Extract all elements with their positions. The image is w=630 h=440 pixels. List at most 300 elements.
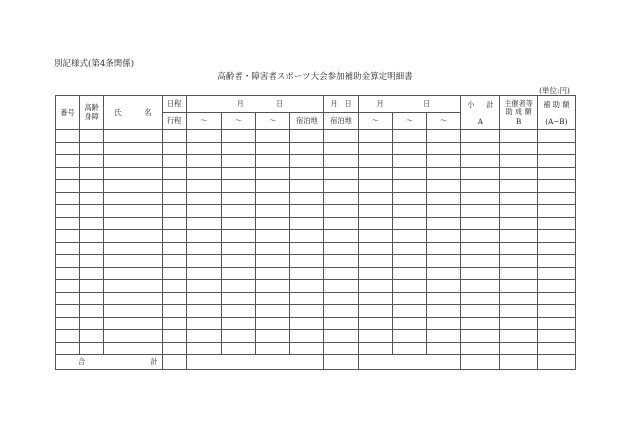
table-cell[interactable] [256,292,290,305]
total-cell[interactable] [162,355,186,370]
table-cell[interactable] [358,280,392,293]
table-cell[interactable] [56,192,80,205]
table-cell[interactable] [186,180,221,193]
table-cell[interactable] [104,167,162,180]
table-cell[interactable] [186,342,221,355]
table-cell[interactable] [104,192,162,205]
table-cell[interactable] [256,130,290,143]
table-cell[interactable] [358,267,392,280]
table-cell[interactable] [290,217,324,230]
table-cell[interactable] [537,217,575,230]
table-cell[interactable] [162,305,186,318]
table-cell[interactable] [256,205,290,218]
table-cell[interactable] [221,292,255,305]
total-subsidy-cell[interactable] [537,355,575,370]
table-cell[interactable] [104,292,162,305]
table-cell[interactable] [427,305,461,318]
table-cell[interactable] [537,167,575,180]
table-cell[interactable] [427,342,461,355]
table-cell[interactable] [324,230,358,243]
table-cell[interactable] [186,242,221,255]
table-cell[interactable] [80,267,104,280]
table-cell[interactable] [256,155,290,168]
table-cell[interactable] [290,192,324,205]
table-cell[interactable] [104,255,162,268]
table-cell[interactable] [80,242,104,255]
table-cell[interactable] [461,255,500,268]
table-cell[interactable] [358,192,392,205]
table-cell[interactable] [324,142,358,155]
table-cell[interactable] [461,230,500,243]
total-subtotal-cell[interactable] [461,355,500,370]
table-cell[interactable] [392,305,426,318]
table-cell[interactable] [461,305,500,318]
table-cell[interactable] [392,267,426,280]
table-cell[interactable] [162,192,186,205]
table-cell[interactable] [186,255,221,268]
table-cell[interactable] [80,130,104,143]
table-cell[interactable] [290,180,324,193]
table-cell[interactable] [324,130,358,143]
table-cell[interactable] [358,342,392,355]
table-cell[interactable] [392,142,426,155]
table-cell[interactable] [537,255,575,268]
table-cell[interactable] [500,180,537,193]
table-cell[interactable] [427,180,461,193]
table-cell[interactable] [461,130,500,143]
table-cell[interactable] [290,230,324,243]
table-cell[interactable] [162,167,186,180]
table-cell[interactable] [290,167,324,180]
table-cell[interactable] [461,330,500,343]
table-cell[interactable] [56,155,80,168]
table-cell[interactable] [358,205,392,218]
table-cell[interactable] [358,167,392,180]
table-cell[interactable] [461,167,500,180]
table-cell[interactable] [186,317,221,330]
header-elderly-disabled: 高齢 身障 [80,96,104,130]
table-cell[interactable] [104,180,162,193]
table-cell[interactable] [104,230,162,243]
table-cell[interactable] [427,155,461,168]
table-cell[interactable] [358,242,392,255]
table-cell[interactable] [256,342,290,355]
table-row [56,142,576,155]
table-cell[interactable] [186,130,221,143]
table-cell[interactable] [80,205,104,218]
table-cell[interactable] [104,330,162,343]
table-cell[interactable] [162,217,186,230]
table-cell[interactable] [290,317,324,330]
table-cell[interactable] [427,280,461,293]
table-cell[interactable] [500,192,537,205]
table-cell[interactable] [56,255,80,268]
table-cell[interactable] [290,130,324,143]
table-cell[interactable] [324,305,358,318]
table-cell[interactable] [56,205,80,218]
table-cell[interactable] [104,342,162,355]
table-cell[interactable] [186,280,221,293]
table-cell[interactable] [104,305,162,318]
table-cell[interactable] [324,330,358,343]
table-cell[interactable] [221,342,255,355]
table-cell[interactable] [500,305,537,318]
table-cell[interactable] [358,142,392,155]
table-cell[interactable] [500,205,537,218]
table-cell[interactable] [256,217,290,230]
table-cell[interactable] [392,280,426,293]
table-cell[interactable] [162,230,186,243]
table-cell[interactable] [80,180,104,193]
table-cell[interactable] [500,330,537,343]
table-cell[interactable] [392,217,426,230]
table-cell[interactable] [392,292,426,305]
table-cell[interactable] [56,267,80,280]
total-label: 合 計 [56,355,163,370]
table-cell[interactable] [537,230,575,243]
table-cell[interactable] [290,155,324,168]
table-cell[interactable] [537,192,575,205]
table-cell[interactable] [537,205,575,218]
table-cell[interactable] [104,317,162,330]
table-cell[interactable] [256,330,290,343]
table-cell[interactable] [324,317,358,330]
table-row [56,167,576,180]
table-cell[interactable] [324,155,358,168]
table-cell[interactable] [392,342,426,355]
table-cell[interactable] [324,292,358,305]
table-cell[interactable] [80,167,104,180]
table-cell[interactable] [290,280,324,293]
table-cell[interactable] [427,292,461,305]
table-cell[interactable] [290,142,324,155]
table-cell[interactable] [186,267,221,280]
table-cell[interactable] [256,142,290,155]
table-row [56,280,576,293]
table-cell[interactable] [221,167,255,180]
table-cell[interactable] [461,142,500,155]
table-cell[interactable] [186,217,221,230]
table-cell[interactable] [56,130,80,143]
table-cell[interactable] [80,292,104,305]
table-cell[interactable] [104,142,162,155]
table-cell[interactable] [500,317,537,330]
table-cell[interactable] [461,280,500,293]
table-cell[interactable] [256,230,290,243]
table-cell[interactable] [221,330,255,343]
table-cell[interactable] [427,255,461,268]
table-cell[interactable] [256,167,290,180]
table-cell[interactable] [186,142,221,155]
table-cell[interactable] [500,255,537,268]
table-cell[interactable] [324,192,358,205]
table-cell[interactable] [358,217,392,230]
table-cell[interactable] [56,217,80,230]
table-row [56,342,576,355]
table-cell[interactable] [56,330,80,343]
table-cell[interactable] [221,230,255,243]
table-row [56,230,576,243]
table-cell[interactable] [162,280,186,293]
table-cell[interactable] [56,180,80,193]
table-cell[interactable] [427,205,461,218]
table-cell[interactable] [221,217,255,230]
table-cell[interactable] [290,242,324,255]
table-cell[interactable] [392,230,426,243]
table-cell[interactable] [392,317,426,330]
table-cell[interactable] [358,130,392,143]
table-cell[interactable] [537,142,575,155]
header-lodging: 宿泊地 [290,113,324,130]
table-cell[interactable] [256,317,290,330]
table-cell[interactable] [461,342,500,355]
table-cell[interactable] [358,180,392,193]
table-cell[interactable] [427,230,461,243]
total-cell[interactable] [324,355,358,370]
table-cell[interactable] [80,317,104,330]
table-cell[interactable] [221,180,255,193]
table-cell[interactable] [392,255,426,268]
table-cell[interactable] [500,242,537,255]
table-cell[interactable] [256,242,290,255]
table-cell[interactable] [80,330,104,343]
table-cell[interactable] [358,155,392,168]
table-cell[interactable] [186,155,221,168]
table-cell[interactable] [56,280,80,293]
table-cell[interactable] [290,205,324,218]
table-cell[interactable] [104,217,162,230]
table-cell[interactable] [537,330,575,343]
table-cell[interactable] [256,255,290,268]
table-cell[interactable] [56,292,80,305]
table-cell[interactable] [162,267,186,280]
table-cell[interactable] [221,255,255,268]
table-cell[interactable] [427,167,461,180]
table-cell[interactable] [461,192,500,205]
table-cell[interactable] [104,130,162,143]
table-cell[interactable] [221,192,255,205]
table-cell[interactable] [56,167,80,180]
table-cell[interactable] [256,267,290,280]
table-cell[interactable] [221,317,255,330]
table-cell[interactable] [427,192,461,205]
table-cell[interactable] [537,342,575,355]
table-cell[interactable] [500,155,537,168]
header-lodging: 宿泊地 [324,113,358,130]
table-cell[interactable] [427,330,461,343]
table-cell[interactable] [186,330,221,343]
table-cell[interactable] [461,242,500,255]
total-cell[interactable] [186,355,324,370]
table-cell[interactable] [162,155,186,168]
table-cell[interactable] [162,342,186,355]
table-cell[interactable] [500,292,537,305]
table-cell[interactable] [256,180,290,193]
table-cell[interactable] [104,155,162,168]
table-cell[interactable] [104,205,162,218]
table-cell[interactable] [500,342,537,355]
table-cell[interactable] [80,280,104,293]
table-cell[interactable] [392,180,426,193]
table-cell[interactable] [162,292,186,305]
table-cell[interactable] [221,280,255,293]
table-cell[interactable] [80,230,104,243]
table-cell[interactable] [324,280,358,293]
table-cell[interactable] [162,130,186,143]
table-cell[interactable] [500,167,537,180]
table-cell[interactable] [324,217,358,230]
table-cell[interactable] [80,255,104,268]
table-cell[interactable] [56,342,80,355]
table-cell[interactable] [162,255,186,268]
header-tilde: 〜 [392,113,426,130]
table-cell[interactable] [80,217,104,230]
header-number: 番号 [56,96,80,130]
table-cell[interactable] [256,305,290,318]
table-cell[interactable] [392,130,426,143]
table-cell[interactable] [324,255,358,268]
table-cell[interactable] [500,280,537,293]
table-row [56,330,576,343]
table-cell[interactable] [461,292,500,305]
table-cell[interactable] [427,130,461,143]
table-cell[interactable] [537,155,575,168]
table-cell[interactable] [104,280,162,293]
table-cell[interactable] [427,267,461,280]
table-cell[interactable] [461,267,500,280]
table-cell[interactable] [162,242,186,255]
table-cell[interactable] [80,342,104,355]
table-cell[interactable] [56,305,80,318]
table-cell[interactable] [427,142,461,155]
table-cell[interactable] [80,305,104,318]
table-cell[interactable] [324,180,358,193]
table-cell[interactable] [221,242,255,255]
table-cell[interactable] [186,305,221,318]
header-tilde: 〜 [186,113,221,130]
table-cell[interactable] [537,317,575,330]
table-cell[interactable] [80,192,104,205]
table-cell[interactable] [358,330,392,343]
table-row [56,180,576,193]
table-cell[interactable] [104,267,162,280]
table-cell[interactable] [392,205,426,218]
table-row [56,267,576,280]
table-cell[interactable] [461,155,500,168]
table-cell[interactable] [221,142,255,155]
total-organizer-cell[interactable] [500,355,537,370]
table-cell[interactable] [186,292,221,305]
table-cell[interactable] [56,230,80,243]
table-cell[interactable] [500,217,537,230]
header-name: 氏 名 [104,96,162,130]
table-cell[interactable] [324,267,358,280]
table-cell[interactable] [256,280,290,293]
table-cell[interactable] [324,205,358,218]
table-cell[interactable] [162,205,186,218]
table-cell[interactable] [392,192,426,205]
table-cell[interactable] [186,230,221,243]
table-cell[interactable] [324,242,358,255]
table-cell[interactable] [221,130,255,143]
table-cell[interactable] [256,192,290,205]
table-cell[interactable] [461,205,500,218]
table-cell[interactable] [392,242,426,255]
table-cell[interactable] [537,305,575,318]
table-cell[interactable] [221,267,255,280]
unit-label: (単位:円) [539,86,570,95]
table-cell[interactable] [104,242,162,255]
table-cell[interactable] [290,267,324,280]
table-cell[interactable] [461,180,500,193]
table-cell[interactable] [358,292,392,305]
table-cell[interactable] [537,242,575,255]
table-row [56,255,576,268]
table-cell[interactable] [461,317,500,330]
table-cell[interactable] [290,330,324,343]
table-cell[interactable] [290,255,324,268]
table-cell[interactable] [80,142,104,155]
table-cell[interactable] [56,242,80,255]
total-cell[interactable] [358,355,461,370]
table-cell[interactable] [186,167,221,180]
table-cell[interactable] [290,342,324,355]
table-cell[interactable] [500,267,537,280]
table-cell[interactable] [221,305,255,318]
table-cell[interactable] [221,155,255,168]
table-cell[interactable] [392,167,426,180]
table-cell[interactable] [500,230,537,243]
table-cell[interactable] [358,230,392,243]
table-cell[interactable] [324,342,358,355]
table-cell[interactable] [162,330,186,343]
table-row [56,217,576,230]
table-cell[interactable] [162,180,186,193]
header-outbound-date: 月 日 [186,96,324,113]
table-cell[interactable] [290,305,324,318]
table-cell[interactable] [537,130,575,143]
header-tilde: 〜 [256,113,290,130]
table-cell[interactable] [392,330,426,343]
table-cell[interactable] [186,192,221,205]
table-cell[interactable] [537,180,575,193]
table-cell[interactable] [324,167,358,180]
table-cell[interactable] [162,142,186,155]
table-cell[interactable] [358,305,392,318]
table-cell[interactable] [427,242,461,255]
table-cell[interactable] [56,142,80,155]
table-cell[interactable] [56,317,80,330]
table-cell[interactable] [427,217,461,230]
table-cell[interactable] [162,317,186,330]
table-row [56,317,576,330]
table-cell[interactable] [221,205,255,218]
table-cell[interactable] [186,205,221,218]
table-cell[interactable] [427,317,461,330]
table-cell[interactable] [80,155,104,168]
table-cell[interactable] [537,280,575,293]
table-cell[interactable] [537,267,575,280]
table-cell[interactable] [358,317,392,330]
table-cell[interactable] [500,142,537,155]
table-cell[interactable] [461,217,500,230]
table-cell[interactable] [290,292,324,305]
table-cell[interactable] [537,292,575,305]
header-schedule: 日程 [162,96,186,113]
table-cell[interactable] [500,130,537,143]
table-cell[interactable] [358,255,392,268]
table-cell[interactable] [392,155,426,168]
